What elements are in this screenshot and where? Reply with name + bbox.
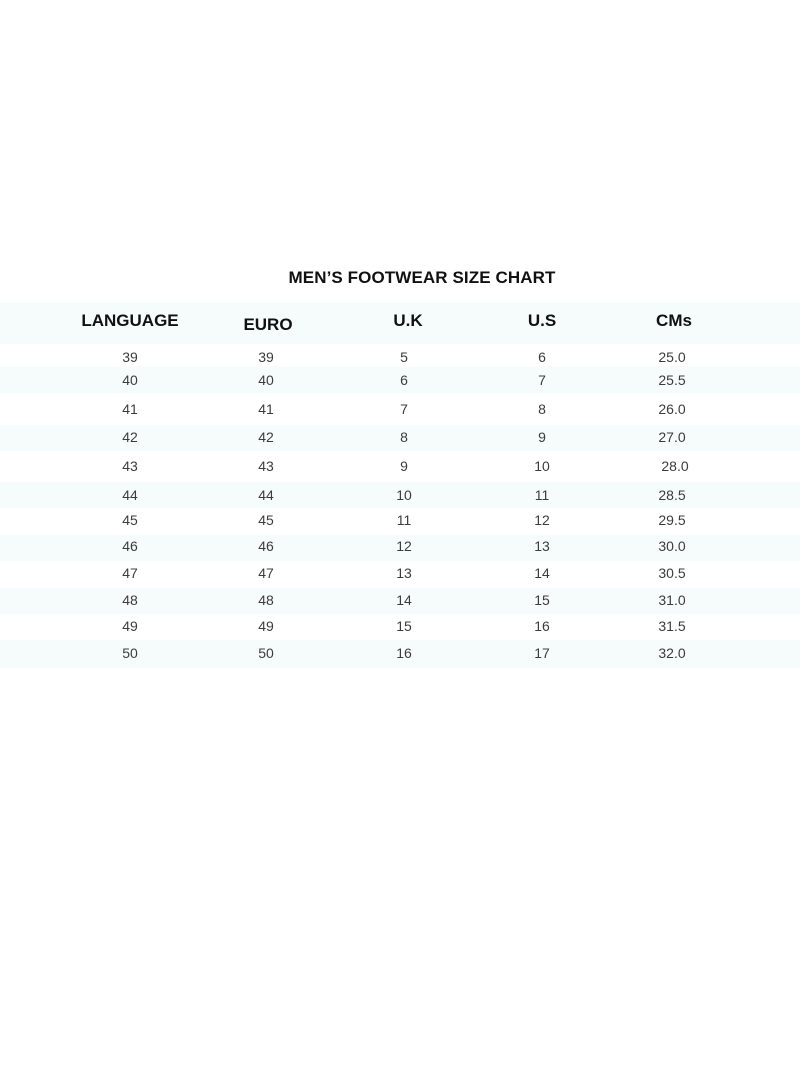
cell-us: 14 — [534, 565, 550, 581]
cell-us: 11 — [534, 487, 550, 503]
cell-uk: 10 — [396, 487, 412, 503]
cell-euro: 50 — [258, 645, 274, 661]
cell-uk: 5 — [400, 349, 408, 365]
cell-euro: 47 — [258, 565, 274, 581]
cell-cms: 28.5 — [658, 487, 686, 503]
cell-cms: 30.5 — [658, 565, 686, 581]
cell-euro: 46 — [258, 538, 274, 554]
cell-us: 15 — [534, 592, 550, 608]
cell-uk: 16 — [396, 645, 412, 661]
cell-euro: 41 — [258, 401, 274, 417]
cell-euro: 49 — [258, 618, 274, 634]
cell-cms: 32.0 — [658, 645, 686, 661]
cell-cms: 28.0 — [661, 458, 689, 474]
cell-us: 17 — [534, 645, 550, 661]
cell-cms: 25.5 — [658, 372, 686, 388]
cell-cms: 31.0 — [658, 592, 686, 608]
cell-uk: 8 — [400, 429, 408, 445]
cell-cms: 27.0 — [658, 429, 686, 445]
cell-cms: 26.0 — [658, 401, 686, 417]
cell-uk: 14 — [396, 592, 412, 608]
cell-euro: 45 — [258, 512, 274, 528]
cell-euro: 39 — [258, 349, 274, 365]
cell-uk: 13 — [396, 565, 412, 581]
cell-us: 10 — [534, 458, 550, 474]
cell-language: 50 — [122, 645, 138, 661]
cell-uk: 6 — [400, 372, 408, 388]
column-header-us: U.S — [527, 311, 557, 330]
cell-language: 46 — [122, 538, 138, 554]
cell-language: 47 — [122, 565, 138, 581]
cell-language: 41 — [122, 401, 138, 417]
chart-title: MEN’S FOOTWEAR SIZE CHART — [288, 268, 556, 287]
cell-euro: 42 — [258, 429, 274, 445]
cell-language: 42 — [122, 429, 138, 445]
cell-cms: 31.5 — [658, 618, 686, 634]
cell-language: 49 — [122, 618, 138, 634]
cell-language: 39 — [122, 349, 138, 365]
cell-us: 13 — [534, 538, 550, 554]
cell-language: 48 — [122, 592, 138, 608]
cell-us: 9 — [538, 429, 546, 445]
cell-uk: 9 — [400, 458, 408, 474]
cell-us: 16 — [534, 618, 550, 634]
cell-uk: 15 — [396, 618, 412, 634]
cell-uk: 11 — [396, 512, 412, 528]
cell-cms: 29.5 — [658, 512, 686, 528]
cell-language: 44 — [122, 487, 138, 503]
cell-us: 7 — [538, 372, 546, 388]
cell-euro: 44 — [258, 487, 274, 503]
cell-euro: 40 — [258, 372, 274, 388]
cell-us: 8 — [538, 401, 546, 417]
column-header-euro: EURO — [243, 315, 293, 334]
cell-language: 43 — [122, 458, 138, 474]
cell-euro: 43 — [258, 458, 274, 474]
cell-cms: 25.0 — [658, 349, 686, 365]
cell-uk: 7 — [400, 401, 408, 417]
cell-language: 45 — [122, 512, 138, 528]
cell-us: 12 — [534, 512, 550, 528]
cell-uk: 12 — [396, 538, 412, 554]
cell-us: 6 — [538, 349, 546, 365]
cell-language: 40 — [122, 372, 138, 388]
cell-euro: 48 — [258, 592, 274, 608]
cell-cms: 30.0 — [658, 538, 686, 554]
column-header-uk: U.K — [393, 311, 423, 330]
column-header-cms: CMs — [656, 311, 692, 330]
column-header-language: LANGUAGE — [81, 311, 179, 330]
